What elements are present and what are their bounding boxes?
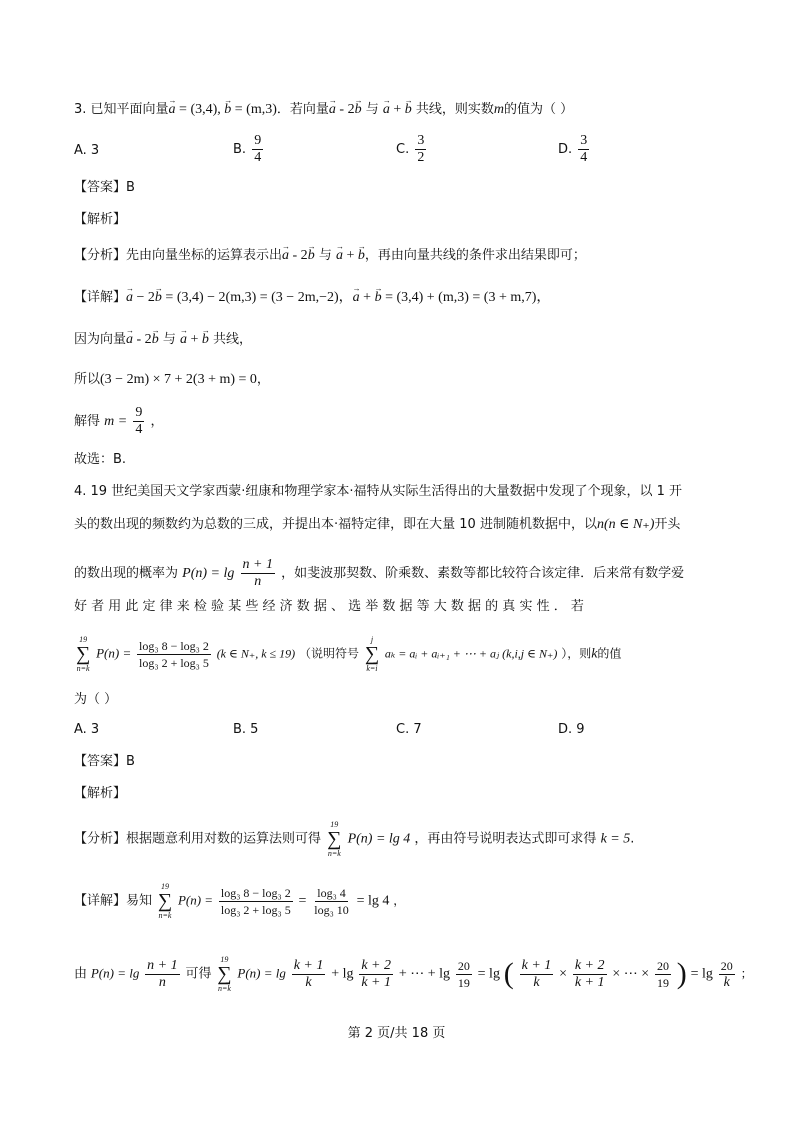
q3-option-b: B. $\frac{9}{4}$ xyxy=(233,133,262,165)
q4-line-4: 好 者 用 此 定 律 来 检 验 某 些 经 济 数 据 、 选 举 数 据 等 大 数 据 的 真 实 性 ． 若 xyxy=(74,599,584,614)
q4-line-5: 19 ∑ n=k P(n) = $\frac{\text{log₃ 8 − log₃ 2}}{\text{log₃ 2 + log₃ 5}}$ (k ∈ N₊, k ≤ 19) （说明符号 j ∑ k=i aₖ = aᵢ + aᵢ₊₁ + ⋯ + aⱼ (k,i,j ∈ N₊) ），则k的值 xyxy=(76,635,622,673)
q4-option-a: A. 3 xyxy=(74,722,100,737)
q4-line-2: 头的数出现的频数约为总数的三成，并提出本·福特定律，即在大量 10 进制随机数据中，以n(n ∈ N₊)开头 xyxy=(74,517,681,532)
q4-line-3: 的数出现的概率为 P(n) = lg $\frac{n + 1}{n}$ ，如斐波那契数、阶乘数、素数等都比较符合该定律．后来常有数学爱 xyxy=(74,557,685,589)
q4-fenxi: 【分析】根据题意利用对数的运算法则可得 19 ∑ n=k P(n) = lg 4 ，再由符号说明表达式即可求得 k = 5. xyxy=(74,820,635,858)
q4-xiangjie: 【详解】易知 19 ∑ n=k P(n) = $\frac{\text{log₃ 8 − log₃ 2}}{\text{log₃ 2 + log₃ 5}}$ = $\frac{\text{log₃ 4}}{\text{log₃ 10}}$ = lg 4 ， xyxy=(74,882,406,920)
q4-option-b: B. 5 xyxy=(233,722,259,737)
q3-option-a: A. 3 xyxy=(74,143,100,158)
q3-stem: 3. 已知平面向量→ a = (3,4), → b = (m,3)．若向量→ a - 2→ b 与 → a + → b 共线，则实数m的值为（ ） xyxy=(74,100,573,120)
q3-line-equation: 所以(3 − 2m) × 7 + 2(3 + m) = 0， xyxy=(74,372,270,387)
q4-line-1: 4. 19 世纪美国天文学家西蒙·纽康和物理学家本·福特从实际生活得出的大量数据中发现了个现象，以 1 开 xyxy=(74,484,683,499)
q4-last-line: 由 P(n) = lg $\frac{n + 1}{n}$ 可得 19 ∑ n=k P(n) = lg $\frac{k + 1}{k}$ + lg $\frac{k + 2}{k + 1}$ + ⋯ + lg $\frac{20}{19}$ = lg ( $\frac{k + 1}{k}$ × $\frac{k + 2}{k + 1}$ × ⋯ × $\frac{20}{19}$ ) = lg $\frac{20}{k}$ ； xyxy=(74,955,753,993)
q4-option-c: C. 7 xyxy=(396,722,422,737)
q3-option-d: D. $\frac{3}{4}$ xyxy=(558,133,588,165)
q3-answer: 【答案】B xyxy=(74,180,135,195)
page-footer: 第 2 页/共 18 页 xyxy=(347,1026,446,1041)
q3-xiangjie: 【详解】→ a − 2→ b = (3,4) − 2(m,3) = (3 − 2m,−2)，→ a + → b = (3,4) + (m,3) = (3 + m,7)， xyxy=(74,288,550,308)
q3-choose: 故选：B. xyxy=(74,452,127,467)
q4-line-6: 为（ ） xyxy=(74,692,118,707)
q3-analysis-head: 【解析】 xyxy=(74,212,127,227)
q3-option-c: C. $\frac{3}{2}$ xyxy=(396,133,425,165)
q3-line-solve: 解得 m = $\frac{9}{4}$ ， xyxy=(74,405,164,437)
vector-a: → a xyxy=(169,100,176,120)
q4-option-d: D. 9 xyxy=(558,722,585,737)
vector-b: → b xyxy=(224,100,231,120)
q3-fenxi: 【分析】先由向量坐标的运算表示出→ a - 2→ b 与 → a + → b，再由向量共线的条件求出结果即可； xyxy=(74,246,586,266)
q4-analysis-head: 【解析】 xyxy=(74,786,127,801)
q4-answer: 【答案】B xyxy=(74,754,135,769)
q3-line-collinear: 因为向量→ a - 2→ b 与 → a + → b 共线， xyxy=(74,330,252,350)
